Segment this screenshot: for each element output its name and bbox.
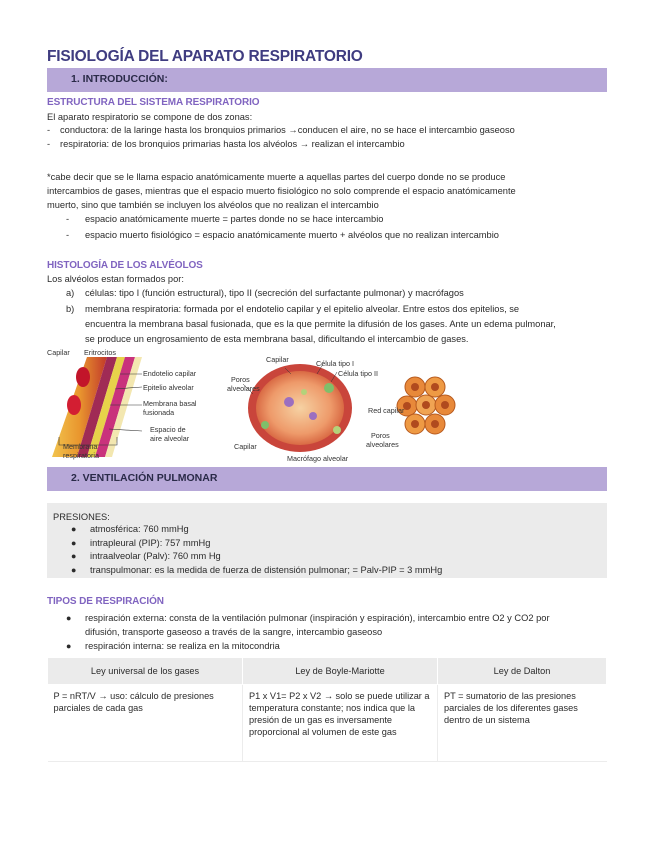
figure-label: Capilar [234,442,257,451]
list-item-line: se produce un engrosamiento de esta membrana basal, dificultando el intercambio de gases. [85,334,469,344]
erythrocyte-shape [67,395,81,415]
list-item: intraalveolar (Palv): 760 mm Hg [90,551,221,561]
figure-label: Capilar [47,348,70,357]
list-item: intrapleural (PIP): 757 mmHg [90,538,211,548]
figure-label: Capilar [266,355,289,364]
table-header-cell: Ley universal de los gases [48,658,243,685]
bullet-marker: ● [71,565,77,575]
dash-marker: - [47,125,51,135]
type1-cell-shape [284,397,294,407]
list-item: atmosférica: 760 mmHg [90,524,189,534]
type2-cell-shape [324,383,334,393]
list-item-line: encuentra la membrana basal fusionada, que es la que permite la difusión de los gases. Ante un edema pulmonar, [85,319,556,329]
list-marker: a) [66,288,75,298]
pore-shape [431,383,439,391]
gas-laws-table [47,657,607,762]
bullet-marker: ● [71,551,77,561]
table-cell: P1 x V1= P2 x V2 → solo se puede utilizar a temperatura constante; nos indica que la presión de un gas es inversamente proporcional al volumen de este gas [243,685,438,762]
type1-cell-shape [309,412,317,420]
type2-cell-shape [301,389,307,395]
list-item: conductora: de la laringe hasta los bronquios primarios →conducen el aire, no se hace el intercambio gaseoso [60,125,515,135]
pore-shape [411,420,419,428]
figure-label: Célula tipo I [316,359,354,368]
note-line: muerto, sino que también se incluyen los alvéolos que no realizan el intercambio [47,200,379,210]
subheading-tipos: TIPOS DE RESPIRACIÓN [47,596,164,607]
list-item: transpulmonar: es la medida de fuerza de distensión pulmonar; = Palv-PIP = 3 mmHg [90,565,443,575]
figure-label: fusionada [143,408,175,417]
list-marker: b) [66,304,75,314]
macrophage-shape [261,421,269,429]
table-header-cell: Ley de Boyle-Mariotte [243,658,438,685]
bullet-marker: ● [66,613,72,623]
table-header-row [48,658,607,685]
paragraph: El aparato respiratorio se compone de dos zonas: [47,112,253,122]
bullet-marker: ● [71,538,77,548]
figure-label: Poros [371,431,390,440]
figure-label: Eritrocitos [84,348,116,357]
figure-label: Célula tipo II [338,369,378,378]
figure-label: Espacio de [150,425,186,434]
bullet-marker: ● [66,641,72,651]
section-label: 2. VENTILACIÓN PULMONAR [71,472,218,484]
erythrocyte-shape [76,367,90,387]
table-cell: P = nRT/V → uso: cálculo de presiones parciales de cada gas [48,685,243,762]
bullet-marker: ● [71,524,77,534]
pore-shape [431,420,439,428]
list-item: respiración interna: se realiza en la mitocondria [85,641,280,651]
section-bar-introduccion [47,68,607,92]
pore-shape [411,383,419,391]
table-cell: PT = sumatorio de las presiones parciales de los diferentes gases dentro de un sistema [438,685,607,762]
figure-label: respiratoria [63,451,99,460]
figure-label: Red capilar [368,406,405,415]
dash-marker: - [47,139,51,149]
document-title: FISIOLOGÍA DEL APARATO RESPIRATORIO [47,48,363,65]
paragraph: Los alvéolos estan formados por: [47,274,184,284]
note-line: *cabe decir que se le llama espacio anatómicamente muerte a aquellas partes del cuerpo donde no se produce [47,172,506,182]
figure-label: aire alveolar [150,434,190,443]
list-item: espacio muerto fisiológico = espacio anatómicamente muerto + alvéolos que no realizan intercambio [85,230,499,240]
list-item-line: respiración externa: consta de la ventilación pulmonar (inspiración y espiración), intercambio entre O2 y CO2 por [85,613,550,623]
figure-label: alveolares [366,440,399,449]
list-item: espacio anatómicamente muerte = partes donde no se hace intercambio [85,214,384,224]
list-item: células: tipo I (función estructural), tipo II (secreción del surfactante pulmonar) y macrófagos [85,288,464,298]
list-item: respiratoria: de los bronquios primarias hasta los alvéolos → realizan el intercambio [60,139,405,149]
alveolus-space [256,371,344,445]
table-header-cell: Ley de Dalton [438,658,607,685]
list-item-line: difusión, transporte gaseoso a través de la sangre, intercambio gaseoso [85,627,383,637]
figure-label: alveolares [227,384,260,393]
section-bar-ventilacion [47,467,607,491]
section-label: 1. INTRODUCCIÓN: [71,73,168,85]
table-row [48,685,607,762]
subheading-histologia: HISTOLOGÍA DE LOS ALVÉOLOS [47,260,203,271]
dash-marker: - [66,230,70,240]
figure-label: Membrana basal [143,399,197,408]
subheading-estructura: ESTRUCTURA DEL SISTEMA RESPIRATORIO [47,97,260,108]
dash-marker: - [66,214,70,224]
type2-cell-shape [333,426,341,434]
pore-shape [441,401,449,409]
figure-label: Epitelio alveolar [143,383,194,392]
presiones-heading: PRESIONES: [53,512,110,522]
list-item-line: membrana respiratoria: formada por el endotelio capilar y el epitelio alveolar. Entre estos dos epitelios, se [85,304,520,314]
pore-shape [422,401,430,409]
figure-label: Membrana [63,442,98,451]
figure-label: Poros [231,375,250,384]
figure-label: Macrófago alveolar [287,454,349,463]
figure-label: Endotelio capilar [143,369,197,378]
note-line: intercambios de gases, mientras que el espacio muerto fisiológico no solo comprende el espacio anatómicamente [47,186,516,196]
